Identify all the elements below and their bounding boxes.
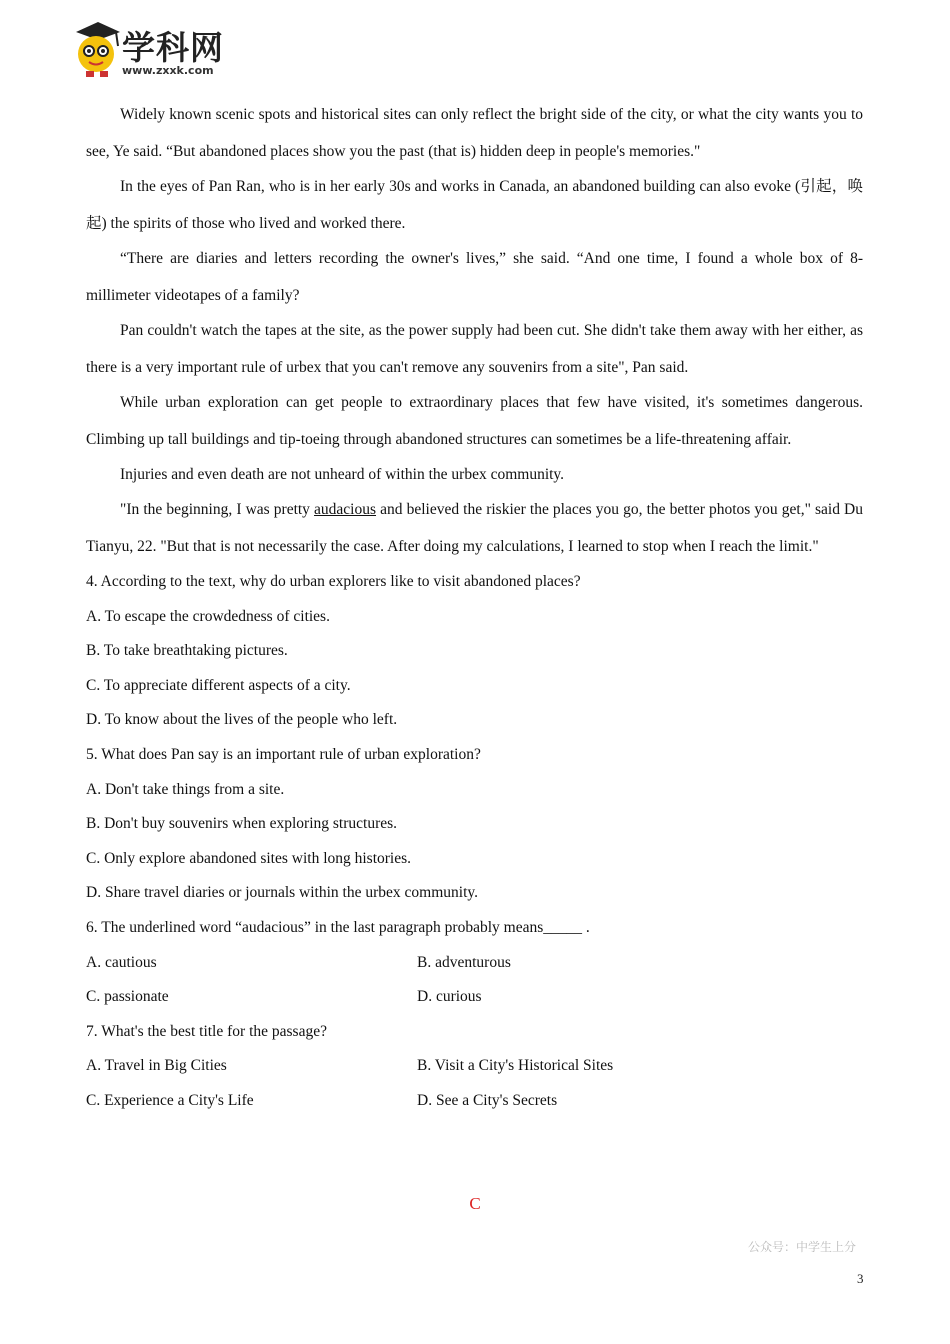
question-7-option-d: D. See a City's Secrets — [417, 1091, 558, 1109]
question-4-option-a: A. To escape the crowdedness of cities. — [86, 607, 330, 625]
question-7-option-c: C. Experience a City's Life — [86, 1091, 254, 1109]
question-7-options-row-2 — [86, 1084, 863, 1119]
question-5-option-c: C. Only explore abandoned sites with long histories. — [86, 849, 412, 867]
paragraph: In the eyes of Pan Ran, who is in her early 30s and works in Canada, an abandoned building can also evoke (引起，唤起) the spirits of those who lived and worked there. — [86, 178, 863, 232]
question-6-options-row-1 — [86, 946, 863, 981]
paragraph-last — [86, 491, 863, 565]
question-4-option-c: C. To appreciate different aspects of a city. — [86, 676, 351, 694]
paragraph: Widely known scenic spots and historical sites can only reflect the bright side of the city, or what the city wants you to see, Ye said. “But abandoned places show you the past (that is) hidden deep in people's memories." — [86, 106, 863, 160]
question-4-stem: 4. According to the text, why do urban explorers like to visit abandoned places? — [86, 573, 581, 590]
paragraph-text: and believed the riskier the places you go, the better photos you get," said Du Tianyu, 22. "But that is not necessarily the case. After doing my calculations, I learned to stop when I reach the limit." — [86, 501, 863, 555]
logo-url: www.zxxk.com — [122, 64, 214, 77]
logo-brand: 学科网 — [122, 28, 224, 67]
site-logo — [72, 18, 232, 80]
question-7-option-b: B. Visit a City's Historical Sites — [417, 1057, 614, 1075]
paragraph: Pan couldn't watch the tapes at the site, as the power supply had been cut. She didn't take them away with her either, as there is a very important rule of urbex that you can't remove any souvenirs from a site", Pan said. — [86, 322, 863, 376]
paragraph: While urban exploration can get people to extraordinary places that few have visited, it's sometimes dangerous. Climbing up tall buildings and tip-toeing through abandoned structures can sometimes be a life-threatening affair. — [86, 394, 863, 448]
underlined-word: audacious — [314, 501, 377, 518]
watermark: 公众号：中学生上分 — [748, 1240, 857, 1254]
paragraph: “There are diaries and letters recording the owner's lives,” she said. “And one time, I found a whole box of 8-millimeter videotapes of a family? — [86, 250, 863, 304]
document-body — [86, 96, 863, 1119]
question-7-options-row-1 — [86, 1049, 863, 1084]
graduate-mascot-icon — [72, 18, 124, 80]
question-4-option-b: B. To take breathtaking pictures. — [86, 642, 288, 660]
question-6-option-d: D. curious — [417, 988, 482, 1006]
paragraph-text: "In the beginning, I was pretty — [120, 501, 315, 518]
question-5-stem: 5. What does Pan say is an important rule of urban exploration? — [86, 745, 481, 763]
question-4-option-d: D. To know about the lives of the people who left. — [86, 711, 398, 729]
question-5-option-b: B. Don't buy souvenirs when exploring structures. — [86, 815, 398, 833]
answer-key: C — [469, 1194, 481, 1213]
question-6-option-a: A. cautious — [86, 953, 157, 971]
question-6-options-row-2 — [86, 980, 863, 1015]
question-6-stem: 6. The underlined word “audacious” in the last paragraph probably means_____ . — [86, 918, 590, 936]
question-5-option-a: A. Don't take things from a site. — [86, 780, 285, 798]
page-number: 3 — [857, 1271, 864, 1286]
question-7-stem: 7. What's the best title for the passage? — [86, 1022, 327, 1040]
paragraph: Injuries and even death are not unheard of within the urbex community. — [120, 466, 565, 483]
question-6-option-b: B. adventurous — [417, 953, 511, 971]
question-5-option-d: D. Share travel diaries or journals within the urbex community. — [86, 884, 478, 902]
question-6-option-c: C. passionate — [86, 988, 169, 1006]
question-7-option-a: A. Travel in Big Cities — [86, 1057, 227, 1075]
